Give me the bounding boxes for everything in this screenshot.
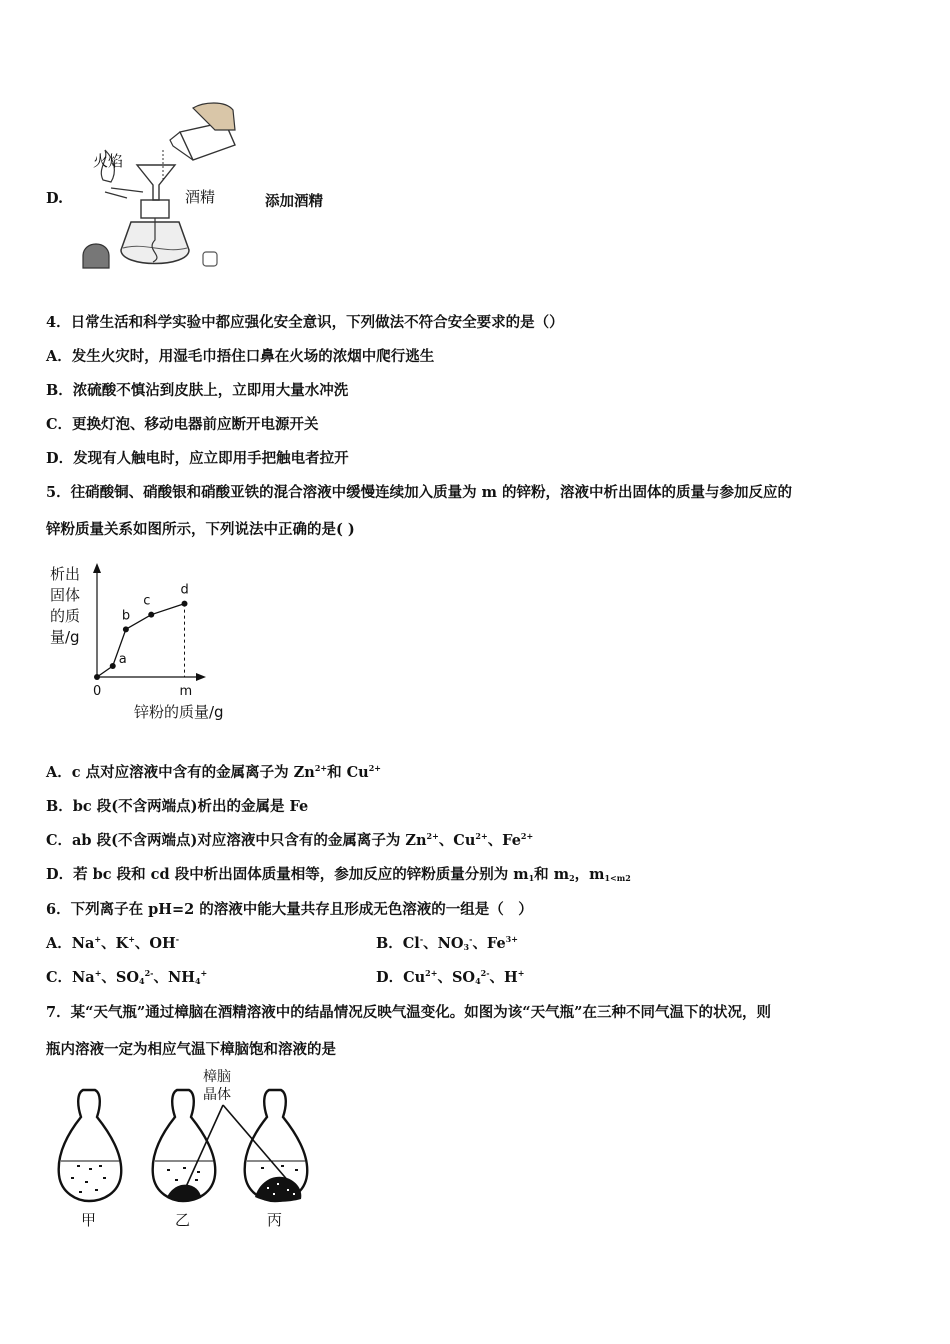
chart-point-label-d: d [180,582,189,598]
chart-point-label-b: b [121,608,131,624]
q3-option-d-letter: D. [46,190,64,207]
bottle-label-bing: 丙 [267,1211,283,1229]
q6-option-a: A．Na+、K+、OH- [46,934,180,952]
q7-stem-line2: 瓶内溶液一定为相应气温下樟脑饱和溶液的是 [46,1041,336,1058]
bottle-bing [245,1090,308,1202]
chart-point-label-a: a [118,652,127,667]
q5-option-b: B．bc 段(不含两端点)析出的金属是 Fe [46,798,309,815]
bottle-label-yi: 乙 [175,1211,191,1229]
flame-label: 火焰 [93,152,124,170]
q5-option-c: C．ab 段(不含两端点)对应溶液中只含有的金属离子为 $Zn^{2+}$、$Cu^{2+}$、$Fe^{2+}$ [46,831,534,849]
q6-option-d: D．$Cu^{2+}$、$SO_4^{2-}$、H+ [376,968,525,986]
q7-stem-line1: 7．某“天气瓶”通过樟脑在酒精溶液中的结晶情况反映气温变化。如图为该“天气瓶”在三种不同气温下的状况，则 [46,1004,771,1021]
bottle-yi [153,1090,216,1201]
q5-stem-line1: 5．往硝酸铜、硝酸银和硝酸亚铁的混合溶液中缓慢连续加入质量为 m 的锌粉，溶液中析出固体的质量与参加反应的 [46,484,793,501]
q4-option-c: C．更换灯泡、移动电器前应断开电源开关 [46,416,319,433]
chart-x-label: 锌粉的质量/g [134,703,224,721]
q5-stem-line2: 锌粉质量关系如图所示，下列说法中正确的是( ) [46,521,355,538]
chart-m-label: m [179,684,193,699]
q5-chart [44,555,244,725]
chart-ylabel-3: 的质 [50,607,81,625]
q5-option-a: A．c 点对应溶液中含有的金属离子为 $Zn^{2+}$和 $Cu^{2+}$ [46,763,382,781]
q6-stem: 6．下列离子在 pH=2 的溶液中能大量共存且形成无色溶液的一组是（ ） [46,901,533,918]
q5-option-d: D．若 bc 段和 cd 段中析出固体质量相等，参加反应的锌粉质量分别为 $m_1$和 $m_2$，$m_{1<m2}$ [46,866,631,883]
chart-x-arrow [196,673,206,681]
chart-ylabel-2: 固体 [50,586,81,604]
chart-point-4 [182,601,188,607]
q4-stem: 4．日常生活和科学实验中都应强化安全意识，下列做法不符合安全要求的是（） [46,314,564,331]
q4-option-a: A．发生火灾时，用湿毛巾捂住口鼻在火场的浓烟中爬行逃生 [46,348,435,365]
chart-point-label-c: c [143,593,151,609]
chart-ylabel-4: 量/g [50,628,80,646]
camphor-label-2: 晶体 [203,1087,231,1103]
bottle-jia [59,1090,122,1201]
chart-point-origin [94,674,100,680]
alcohol-lamp-figure [75,100,255,275]
chart-ylabel-1: 析出 [50,565,81,583]
q6-option-b: B．Cl-、$NO_3^-$、$Fe^{3+}$ [376,934,518,952]
bottle-label-jia: 甲 [81,1211,97,1229]
chart-point-1 [110,663,116,669]
alcohol-label: 酒精 [185,188,216,206]
q6-option-c: C．Na+、$SO_4^{2-}$、$NH_4^+$ [46,968,208,986]
weather-bottles-figure [55,1065,320,1235]
chart-point-3 [148,612,154,618]
q4-option-b: B．浓硫酸不慎沾到皮肤上，立即用大量水冲洗 [46,382,349,399]
q3-option-d-caption: 添加酒精 [265,193,323,210]
chart-y-arrow [93,563,101,573]
q4-option-d: D．发现有人触电时，应立即用手把触电者拉开 [46,450,349,467]
chart-origin-label: 0 [93,684,102,699]
camphor-label-1: 樟脑 [203,1069,231,1085]
chart-point-2 [123,626,129,632]
